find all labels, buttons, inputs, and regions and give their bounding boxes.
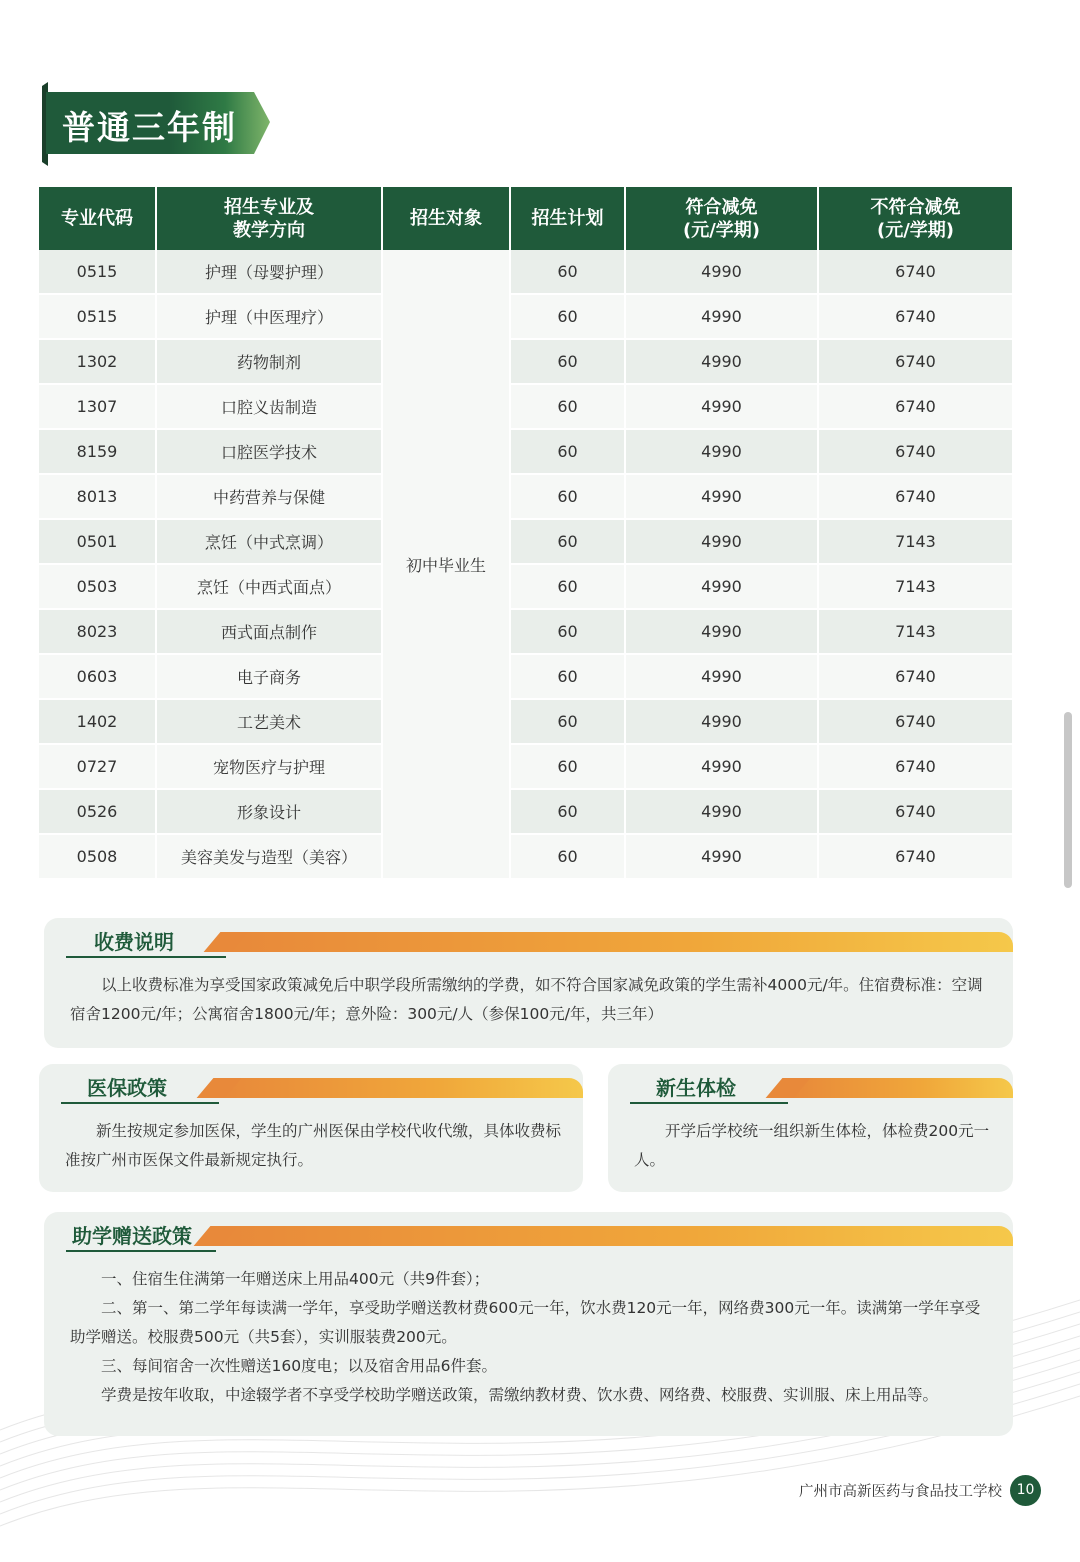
table-row bbox=[39, 429, 1012, 474]
cell-code: 0508 bbox=[39, 834, 156, 879]
column-header-code: 专业代码 bbox=[39, 187, 156, 250]
cell-ineligible-fee: 7143 bbox=[818, 564, 1012, 609]
column-header-ineligible-fee: 不符合减免 (元/学期) bbox=[818, 187, 1012, 250]
cell-plan: 60 bbox=[510, 654, 625, 699]
cell-eligible-fee: 4990 bbox=[625, 699, 818, 744]
cell-eligible-fee: 4990 bbox=[625, 474, 818, 519]
table-row bbox=[39, 294, 1012, 339]
page-number-badge: 10 bbox=[1010, 1475, 1041, 1506]
cell-code: 0727 bbox=[39, 744, 156, 789]
card-accent-bar bbox=[219, 1078, 583, 1098]
card-accent-bar bbox=[216, 1226, 1013, 1246]
table-row bbox=[39, 519, 1012, 564]
cell-plan: 60 bbox=[510, 519, 625, 564]
cell-target: 初中毕业生 bbox=[382, 250, 510, 879]
cell-eligible-fee: 4990 bbox=[625, 609, 818, 654]
cell-major: 药物制剂 bbox=[156, 339, 382, 384]
aid-policy-body bbox=[70, 1265, 990, 1410]
cell-code: 0503 bbox=[39, 564, 156, 609]
cell-plan: 60 bbox=[510, 474, 625, 519]
insurance-card bbox=[39, 1064, 583, 1192]
cell-ineligible-fee: 6740 bbox=[818, 744, 1012, 789]
cell-plan: 60 bbox=[510, 834, 625, 879]
cell-plan: 60 bbox=[510, 339, 625, 384]
cell-eligible-fee: 4990 bbox=[625, 339, 818, 384]
cell-code: 0526 bbox=[39, 789, 156, 834]
cell-eligible-fee: 4990 bbox=[625, 429, 818, 474]
cell-ineligible-fee: 6740 bbox=[818, 654, 1012, 699]
table-row bbox=[39, 339, 1012, 384]
card-title-underline bbox=[61, 1102, 219, 1104]
checkup-title: 新生体检 bbox=[656, 1076, 736, 1100]
cell-major: 美容美发与造型（美容） bbox=[156, 834, 382, 879]
cell-ineligible-fee: 6740 bbox=[818, 250, 1012, 294]
aid-policy-item: 二、第一、第二学年每读满一学年，享受助学赠送教材费600元一年，饮水费120元一年，网络费300元一年。读满第一学年享受助学赠送。校服费500元（共5套），实训服装费200元。 bbox=[70, 1299, 981, 1346]
table-row bbox=[39, 609, 1012, 654]
fees-note-text: 以上收费标准为享受国家政策减免后中职学段所需缴纳的学费，如不符合国家减免政策的学生需补4000元/年。住宿费标准：空调宿舍1200元/年；公寓宿舍1800元/年；意外险：300元/人（参保100元/年，共三年） bbox=[70, 976, 983, 1023]
cell-ineligible-fee: 6740 bbox=[818, 699, 1012, 744]
cell-eligible-fee: 4990 bbox=[625, 294, 818, 339]
cell-eligible-fee: 4990 bbox=[625, 519, 818, 564]
cell-ineligible-fee: 7143 bbox=[818, 609, 1012, 654]
cell-code: 8159 bbox=[39, 429, 156, 474]
cell-ineligible-fee: 6740 bbox=[818, 339, 1012, 384]
cell-code: 0603 bbox=[39, 654, 156, 699]
checkup-text: 开学后学校统一组织新生体检，体检费200元一人。 bbox=[634, 1122, 990, 1169]
cell-plan: 60 bbox=[510, 699, 625, 744]
checkup-card bbox=[608, 1064, 1013, 1192]
table-header-row bbox=[39, 187, 1012, 250]
cell-plan: 60 bbox=[510, 250, 625, 294]
cell-plan: 60 bbox=[510, 384, 625, 429]
cell-eligible-fee: 4990 bbox=[625, 384, 818, 429]
aid-policy-card bbox=[44, 1212, 1013, 1436]
card-title-underline bbox=[66, 956, 226, 958]
cell-major: 护理（中医理疗） bbox=[156, 294, 382, 339]
aid-policy-item: 三、每间宿舍一次性赠送160度电；以及宿舍用品6件套。 bbox=[101, 1357, 497, 1375]
table-row bbox=[39, 564, 1012, 609]
aid-policy-item: 学费是按年收取，中途辍学者不享受学校助学赠送政策，需缴纳教材费、饮水费、网络费、校服费、实训服、床上用品等。 bbox=[101, 1386, 939, 1404]
table-row bbox=[39, 744, 1012, 789]
cell-code: 8013 bbox=[39, 474, 156, 519]
cell-code: 0501 bbox=[39, 519, 156, 564]
cell-major: 形象设计 bbox=[156, 789, 382, 834]
table-body bbox=[39, 250, 1012, 879]
cell-plan: 60 bbox=[510, 294, 625, 339]
cell-ineligible-fee: 7143 bbox=[818, 519, 1012, 564]
fees-note-title: 收费说明 bbox=[94, 930, 174, 954]
card-accent-bar bbox=[788, 1078, 1013, 1098]
card-title-underline bbox=[630, 1102, 788, 1104]
insurance-text: 新生按规定参加医保，学生的广州医保由学校代收代缴，具体收费标准按广州市医保文件最新规定执行。 bbox=[65, 1122, 562, 1169]
cell-ineligible-fee: 6740 bbox=[818, 789, 1012, 834]
page-title: 普通三年制 bbox=[62, 108, 237, 147]
cell-major: 中药营养与保健 bbox=[156, 474, 382, 519]
aid-policy-title: 助学赠送政策 bbox=[72, 1224, 192, 1248]
cell-major: 西式面点制作 bbox=[156, 609, 382, 654]
insurance-title: 医保政策 bbox=[87, 1076, 167, 1100]
cell-major: 工艺美术 bbox=[156, 699, 382, 744]
cell-eligible-fee: 4990 bbox=[625, 789, 818, 834]
table-row bbox=[39, 789, 1012, 834]
cell-major: 烹饪（中式烹调） bbox=[156, 519, 382, 564]
table-row bbox=[39, 250, 1012, 294]
cell-eligible-fee: 4990 bbox=[625, 654, 818, 699]
cell-ineligible-fee: 6740 bbox=[818, 384, 1012, 429]
cell-plan: 60 bbox=[510, 429, 625, 474]
table-row bbox=[39, 384, 1012, 429]
footer-school-name: 广州市高新医药与食品技工学校 bbox=[799, 1484, 1002, 1500]
cell-plan: 60 bbox=[510, 564, 625, 609]
cell-major: 护理（母婴护理） bbox=[156, 250, 382, 294]
column-header-major: 招生专业及 教学方向 bbox=[156, 187, 382, 250]
cell-eligible-fee: 4990 bbox=[625, 564, 818, 609]
cell-major: 口腔医学技术 bbox=[156, 429, 382, 474]
cell-code: 1307 bbox=[39, 384, 156, 429]
table-row bbox=[39, 654, 1012, 699]
vertical-scrollbar[interactable] bbox=[1064, 712, 1072, 888]
checkup-body bbox=[634, 1117, 990, 1175]
aid-policy-item: 一、住宿生住满第一年赠送床上用品400元（共9件套）； bbox=[101, 1270, 490, 1288]
table-row bbox=[39, 699, 1012, 744]
cell-eligible-fee: 4990 bbox=[625, 250, 818, 294]
column-header-plan: 招生计划 bbox=[510, 187, 625, 250]
cell-eligible-fee: 4990 bbox=[625, 834, 818, 879]
cell-major: 烹饪（中西式面点） bbox=[156, 564, 382, 609]
cell-code: 0515 bbox=[39, 294, 156, 339]
cell-major: 口腔义齿制造 bbox=[156, 384, 382, 429]
fee-table bbox=[39, 187, 1012, 880]
fees-note-body bbox=[70, 971, 990, 1029]
cell-major: 宠物医疗与护理 bbox=[156, 744, 382, 789]
cell-eligible-fee: 4990 bbox=[625, 744, 818, 789]
column-header-eligible-fee: 符合减免 (元/学期) bbox=[625, 187, 818, 250]
fees-note-card bbox=[44, 918, 1013, 1048]
insurance-body bbox=[65, 1117, 561, 1175]
cell-plan: 60 bbox=[510, 744, 625, 789]
card-title-underline bbox=[66, 1250, 216, 1252]
cell-code: 8023 bbox=[39, 609, 156, 654]
column-header-target: 招生对象 bbox=[382, 187, 510, 250]
cell-code: 1402 bbox=[39, 699, 156, 744]
section-title-banner bbox=[42, 82, 274, 166]
card-accent-bar bbox=[226, 932, 1013, 952]
cell-ineligible-fee: 6740 bbox=[818, 429, 1012, 474]
cell-major: 电子商务 bbox=[156, 654, 382, 699]
cell-plan: 60 bbox=[510, 609, 625, 654]
cell-plan: 60 bbox=[510, 789, 625, 834]
cell-ineligible-fee: 6740 bbox=[818, 834, 1012, 879]
table-row bbox=[39, 834, 1012, 879]
table-row bbox=[39, 474, 1012, 519]
cell-code: 0515 bbox=[39, 250, 156, 294]
cell-ineligible-fee: 6740 bbox=[818, 474, 1012, 519]
cell-code: 1302 bbox=[39, 339, 156, 384]
cell-ineligible-fee: 6740 bbox=[818, 294, 1012, 339]
